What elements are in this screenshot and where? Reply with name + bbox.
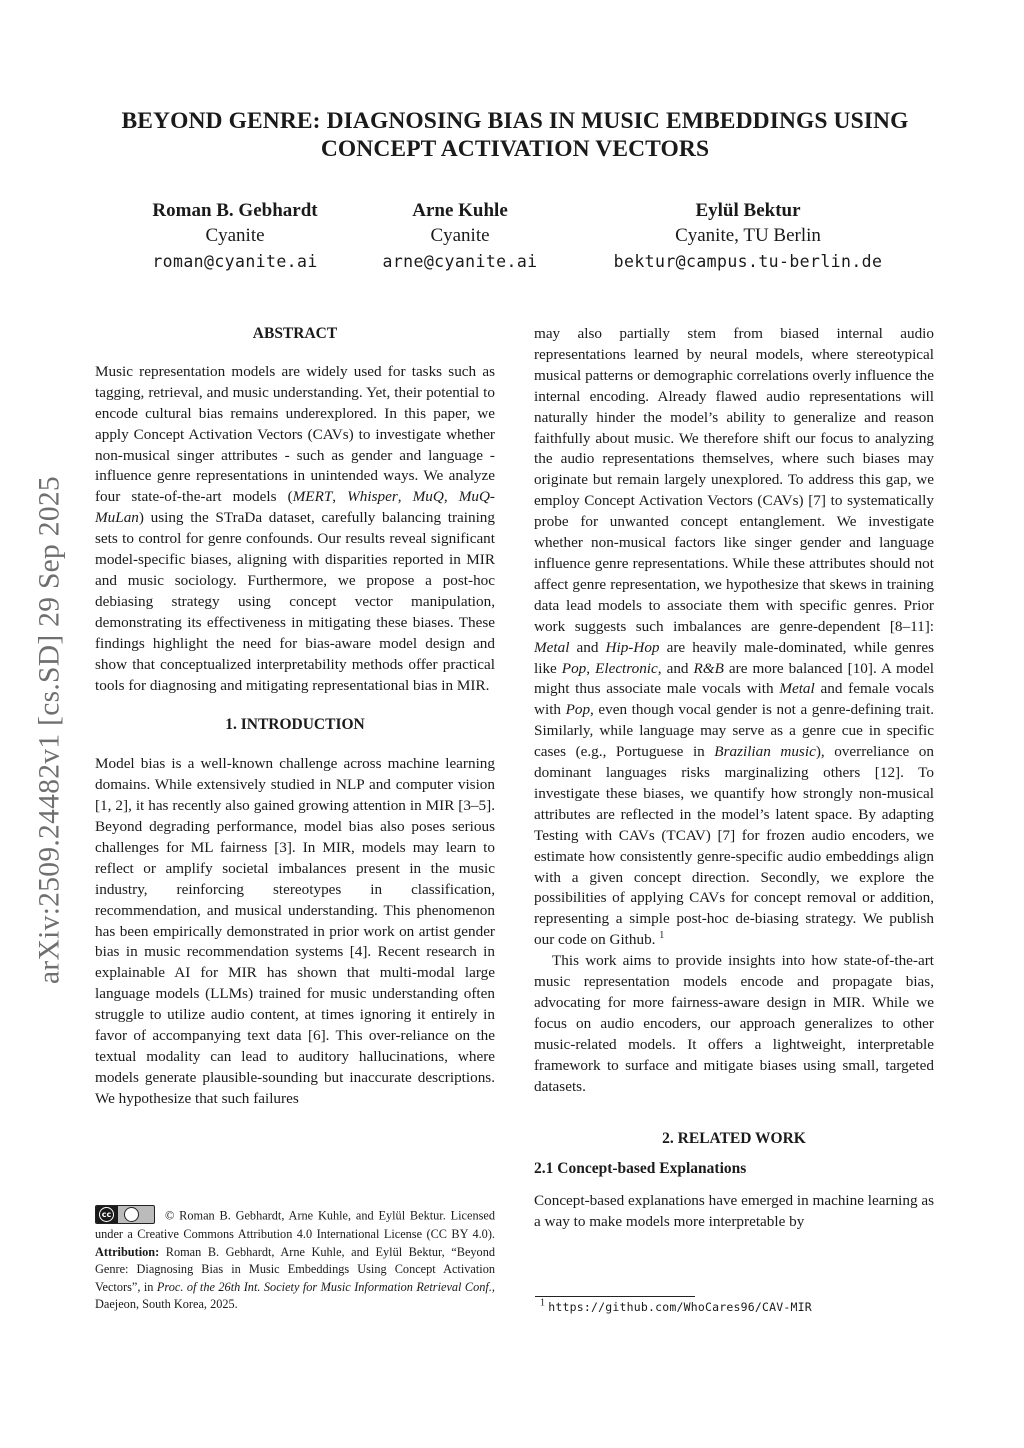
author-name: Arne Kuhle: [412, 200, 508, 221]
author-name: Roman B. Gebhardt: [152, 200, 318, 221]
right-column: [534, 324, 934, 1233]
title-line-2: CONCEPT ACTIVATION VECTORS: [320, 136, 710, 162]
title-line-1: BEYOND GENRE: DIAGNOSING BIAS IN MUSIC EMBEDDINGS USING: [121, 108, 909, 134]
github-link[interactable]: https://github.com/WhoCares96/CAV-MIR: [548, 1300, 812, 1314]
related-work-text: Concept-based explanations have emerged in machine learning as a way to make models more interpretable by: [534, 1192, 934, 1231]
author-name: Eylül Bektur: [695, 200, 801, 221]
by-person-icon: [124, 1207, 139, 1222]
left-column: [95, 324, 495, 1110]
author-3: [578, 198, 918, 275]
introduction-text: Model bias is a well-known challenge across machine learning domains. While extensively studied in NLP and computer vision [1, 2], it has recently also gained growing attention in MIR [3–5]. Beyond degrading performance, model bias also poses serious challenges for ML fairness [3]. In MIR, models may learn to reflect or amplify societal imbalances present in the music industry, reinforcing stereotypes in classification, recommendation, and musical understanding. This phenomenon has been empirically demonstrated in prior work on artist gender bias in music recommendation systems [4]. Recent research in explainable AI for MIR has shown that multi-modal large language models (LLMs) trained for music understanding often struggle to utilize audio content, at times ignoring it entirely in favor of accompanying text data [6]. This over-reliance on the textual modality can lead to auditory hallucinations, where models generate plausible-sounding but inaccurate descriptions. We hypothesize that such failures: [95, 755, 495, 1107]
abstract-heading: ABSTRACT: [252, 325, 338, 342]
paper-title: [90, 107, 940, 163]
introduction-heading: 1. INTRODUCTION: [225, 716, 365, 734]
cc-icon: cc: [99, 1207, 114, 1222]
author-email[interactable]: arne@cyanite.ai: [382, 252, 538, 271]
footnote-divider: [535, 1296, 695, 1297]
author-email[interactable]: roman@cyanite.ai: [152, 252, 318, 271]
footnote-marker[interactable]: 1: [659, 930, 665, 942]
footnote-number: 1: [540, 1297, 545, 1309]
introduction-continued: may also partially stem from biased internal audio representations learned by neural models, where stereotypical musical patterns or demographic correlations overly influence the internal encoding. Already flawed audio representations will naturally hinder the model’s ability to generalize and reason faithfully about music. We therefore shift our focus to analyzing the audio representations themselves, where such biases may originate but remain largely unexplored. To address this gap, we employ Concept Activation Vectors (CAVs) [7] to systematically probe for unwanted concept entanglement. We investigate whether non-musical factors like singer gender and language influence genre representations. While these attributes should not affect genre representation, we hypothesize that skews in training data lead models to associate them with specific genres. Prior work suggests such imbalances are genre-dependent [8–11]: Metal and Hip-Hop are heavily male-dominated, while genres like Pop, Electronic, and R&B are more balanced [10]. A model might thus associate male vocals with Metal and female vocals with Pop, even though vocal gender is not a genre-defining trait. Similarly, while language may serve as a genre cue in specific cases (e.g., Portuguese in Brazilian music), overreliance on dominant languages risks marginalizing others [12]. To investigate these biases, we quantify how strongly non-musical attributes are reflected in the model’s latent space. By adapting Testing with CAVs (TCAV) [7] for frozen audio encoders, we estimate how consistently genre-specific audio embeddings align with a given concept direction. Secondly, we explore the possibilities of applying CAVs for concept removal or addition, representing a simple post-hoc de-biasing strategy. We publish our code on Github. $^1$: [534, 325, 935, 949]
author-affiliation: Cyanite: [205, 225, 265, 246]
license-notice: cc © Roman B. Gebhardt, Arne Kuhle, and Eylül Bektur. Licensed under a Creative Commons Attribution 4.0 International License (CC BY 4.0). Attribution: Roman B. Gebhardt, Arne Kuhle, and Eylül Bektur, “Beyond Genre: Diagnosing Bias in Music Embeddings Using Concept Activation Vectors”, in Proc. of the 26th Int. Society for Music Information Retrieval Conf., Daejeon, South Korea, 2025.: [95, 1207, 495, 1314]
author-1: [115, 198, 355, 275]
author-affiliation: Cyanite, TU Berlin: [675, 225, 821, 246]
author-2: [350, 198, 570, 275]
arxiv-id: arXiv:2509.24482v1 [cs.SD] 29 Sep 2025: [33, 476, 66, 984]
author-email[interactable]: bektur@campus.tu-berlin.de: [613, 252, 883, 271]
arxiv-sidebar-stamp: [30, 430, 70, 1030]
cc-by-badge-icon: [95, 1205, 155, 1224]
introduction-closing: This work aims to provide insights into how state-of-the-art music representation models encode and propagate bias, advocating for more fairness-aware design in MIR. While we focus on audio encoders, our approach generalizes to other music-related models. It offers a lightweight, interpretable framework to surface and mitigate biases using small, targeted datasets.: [534, 952, 934, 1095]
footnote: [540, 1299, 812, 1315]
related-work-heading: 2. RELATED WORK: [662, 1129, 806, 1147]
concept-explanations-subheading: 2.1 Concept-based Explanations: [534, 1160, 747, 1178]
abstract-text: Music representation models are widely used for tasks such as tagging, retrieval, and music understanding. Yet, their potential to encode cultural bias remains underexplored. In this paper, we apply Concept Activation Vectors (CAVs) to investigate whether non-musical singer attributes - such as gender and language - influence genre representations in unintended ways. We analyze four state-of-the-art models (MERT, Whisper, MuQ, MuQ-MuLan) using the STraDa dataset, carefully balancing training sets to control for genre confounds. Our results reveal significant model-specific biases, aligning with disparities reported in MIR and music sociology. Furthermore, we propose a post-hoc debiasing strategy using concept vector manipulation, demonstrating its effectiveness in mitigating these biases. These findings highlight the need for bias-aware model design and show that conceptualized interpretability methods offer practical tools for diagnosing and mitigating representational bias in MIR.: [95, 362, 495, 694]
author-affiliation: Cyanite: [430, 225, 490, 246]
